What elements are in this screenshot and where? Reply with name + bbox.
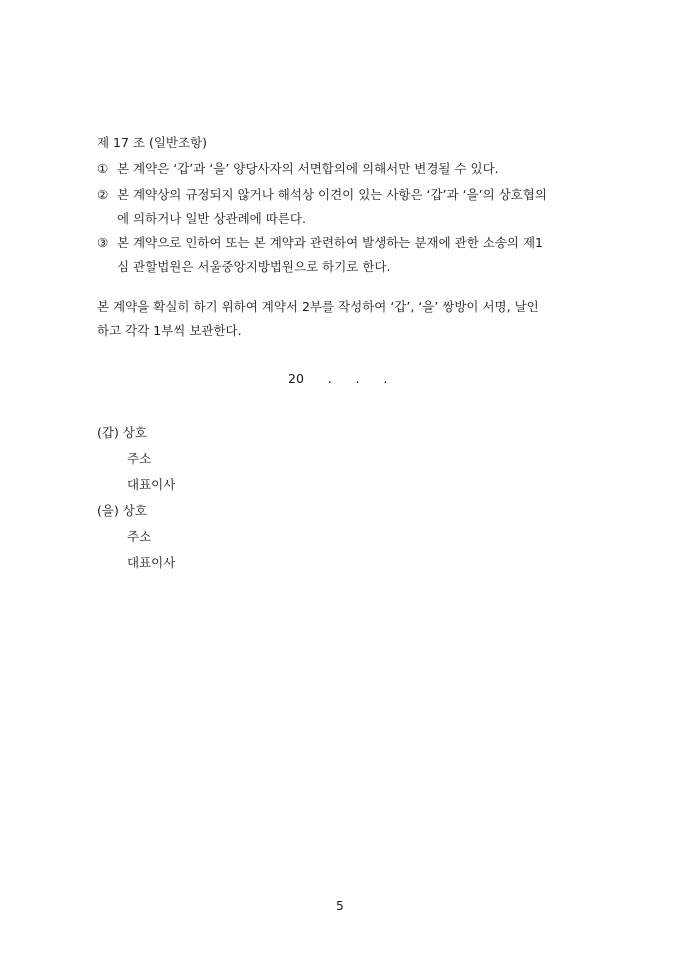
party-a-address-label: 주소 (127, 451, 152, 466)
clause-2-text-1: 본 계약상의 규정되지 않거나 해석상 이견이 있는 사항은 ‘갑’과 ‘을’의 상호협의 (117, 187, 547, 202)
clause-3 (97, 234, 587, 276)
clause-1-marker: ① (97, 161, 109, 176)
article-title: 제 17 조 (일반조항) (97, 135, 208, 150)
clause-2-marker: ② (97, 187, 109, 202)
clause-2-line-1 (97, 186, 587, 204)
party-b-label: (을) 상호 (97, 503, 147, 518)
clause-2 (97, 186, 587, 228)
party-a-label: (갑) 상호 (97, 425, 147, 440)
clause-1 (97, 160, 587, 178)
clause-1-line-1 (97, 160, 587, 178)
party-b-ceo-label: 대표이사 (127, 555, 176, 570)
closing-paragraph (97, 298, 587, 340)
clause-3-text-1: 본 계약으로 인하여 또는 본 계약과 관련하여 발생하는 분재에 관한 소송의 제1 (117, 235, 543, 250)
contract-date: 20 . . . (288, 371, 388, 386)
party-a-ceo-label: 대표이사 (127, 477, 176, 492)
clause-1-text-1: 본 계약은 ‘갑’과 ‘을’ 양당사자의 서면합의에 의해서만 변경될 수 있다. (117, 161, 499, 176)
party-b-address-label: 주소 (127, 529, 152, 544)
clause-3-text-2: 심 관할법원은 서울중앙지방법원으로 하기로 한다. (117, 259, 391, 274)
closing-line-1: 본 계약을 확실히 하기 위하여 계약서 2부를 작성하여 ‘갑’, ‘을’ 쌍방이 서명, 날인 (97, 299, 539, 314)
clause-3-line-1 (97, 234, 587, 252)
closing-line-2: 하고 각각 1부씩 보관한다. (97, 323, 242, 338)
clause-3-marker: ③ (97, 235, 109, 250)
page-number: 5 (336, 899, 344, 913)
clause-2-text-2: 에 의하거나 일반 상관례에 따른다. (117, 211, 306, 226)
